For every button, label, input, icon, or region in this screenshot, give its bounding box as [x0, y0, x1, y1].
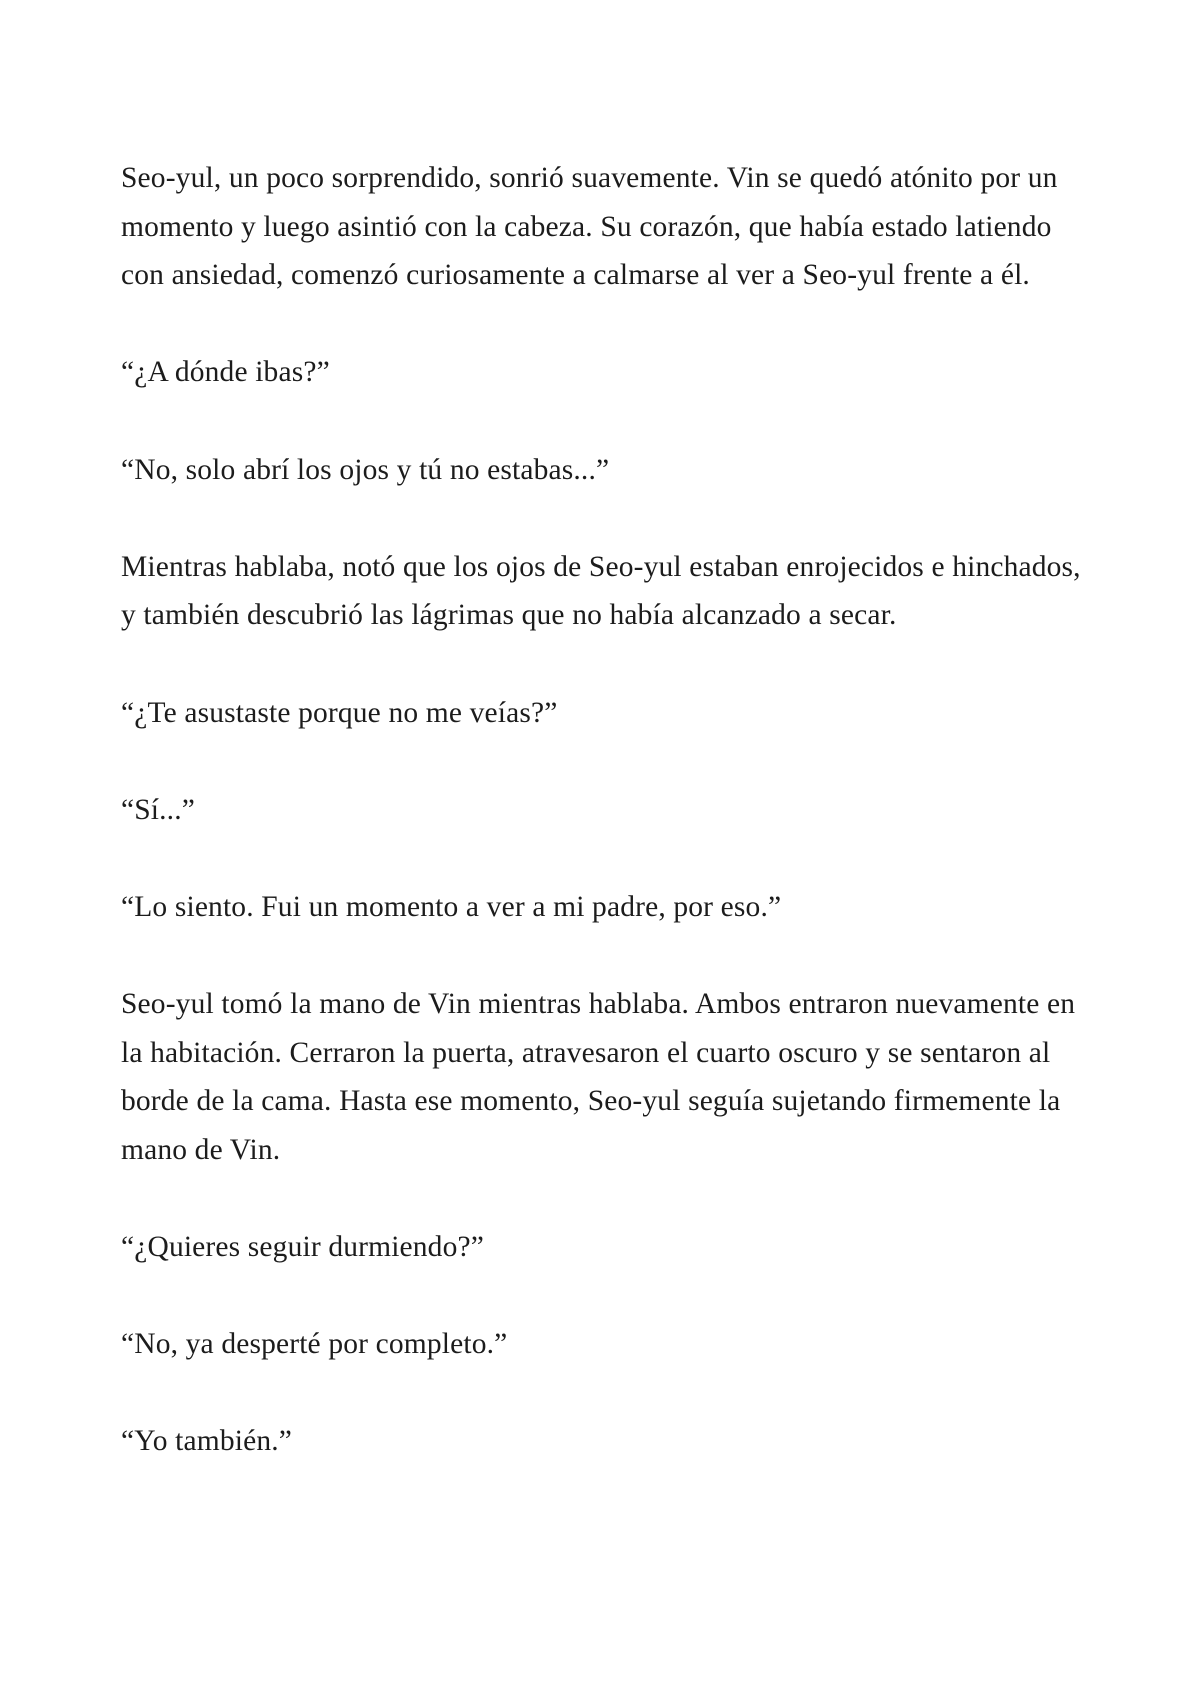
paragraph-dialogue-3: “¿Te asustaste porque no me veías?” [121, 696, 558, 729]
paragraph-narration-1: Seo-yul, un poco sorprendido, sonrió suavemente. Vin se quedó atónito por un momento y luego asintió con la cabeza. Su corazón, que había estado latiendo con ansiedad, comenzó curiosamente a calmarse al ver a Seo-yul frente a él. [121, 162, 1058, 292]
paragraph-dialogue-8: “Yo también.” [121, 1425, 293, 1458]
paragraph-narration-3: Seo-yul tomó la mano de Vin mientras hablaba. Ambos entraron nuevamente en la habitación. Cerraron la puerta, atravesaron el cuarto oscuro y se sentaron al borde de la cama. Hasta ese momento, Seo-yul seguía sujetando firmemente la mano de Vin. [121, 988, 1076, 1166]
paragraph-dialogue-2: “No, solo abrí los ojos y tú no estabas...” [121, 453, 610, 486]
document-body [121, 154, 1096, 1466]
paragraph-narration-2: Mientras hablaba, notó que los ojos de Seo-yul estaban enrojecidos e hinchados, y también descubrió las lágrimas que no había alcanzado a secar. [121, 550, 1081, 632]
paragraph-dialogue-4: “Sí...” [121, 793, 195, 826]
paragraph-dialogue-5: “Lo siento. Fui un momento a ver a mi padre, por eso.” [121, 890, 782, 923]
paragraph-dialogue-6: “¿Quieres seguir durmiendo?” [121, 1231, 484, 1264]
paragraph-dialogue-7: “No, ya desperté por completo.” [121, 1328, 508, 1361]
paragraph-dialogue-1: “¿A dónde ibas?” [121, 356, 330, 389]
